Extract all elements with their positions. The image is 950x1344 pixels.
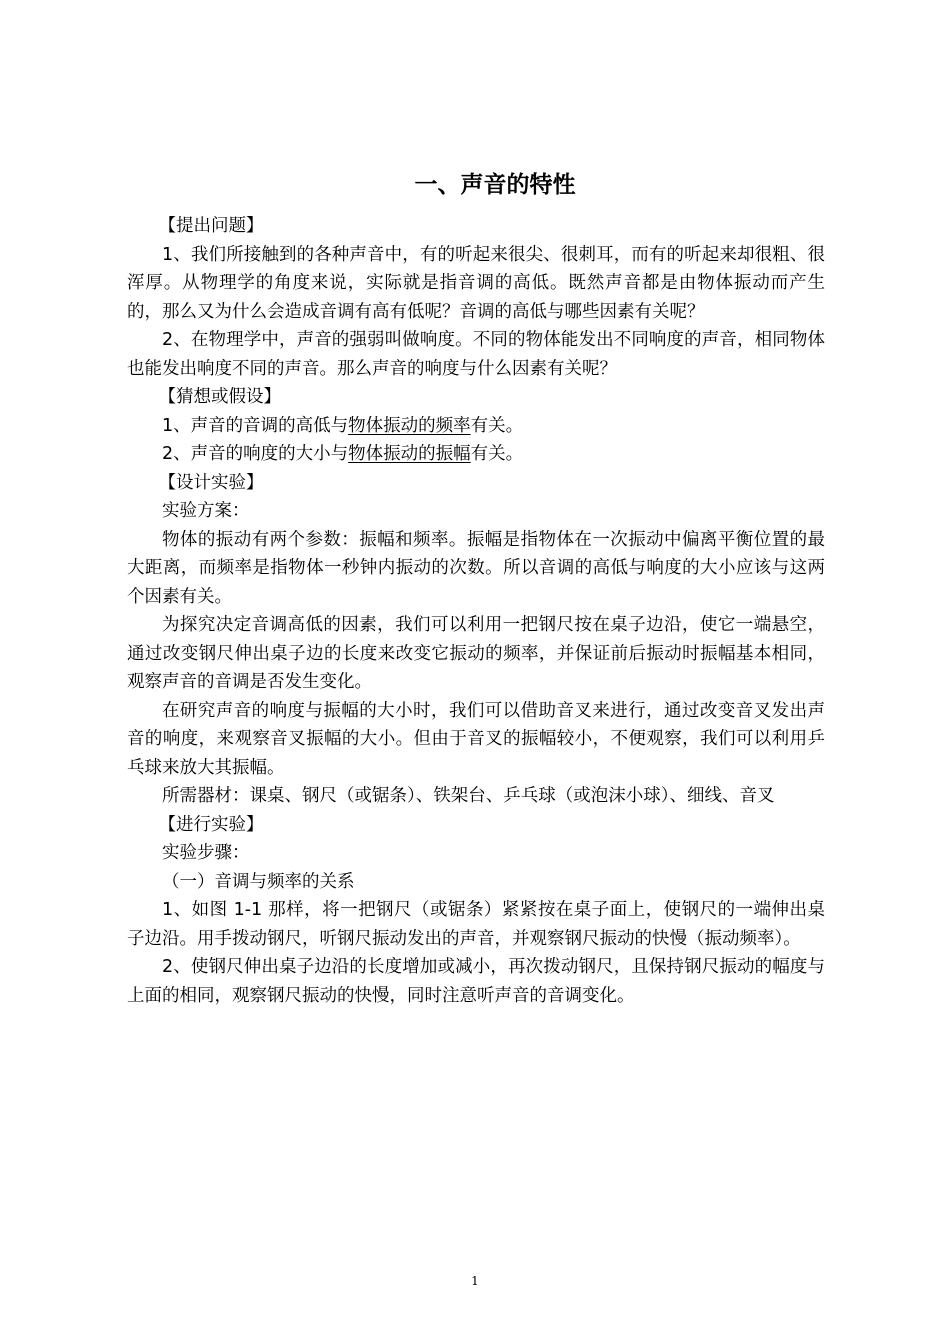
section-heading-conduct: 【进行实验】 — [158, 814, 264, 835]
question-paragraph-1: 1、我们所接触到的各种声音中，有的听起来很尖、很刺耳，而有的听起来却很粗、很浑厚。从物理学的角度来说，实际就是指音调的高低。既然声音都是由物体振动而产生的，那么又为什么会造成音调有高有低呢？音调的高低与哪些因素有关呢？ — [127, 244, 825, 322]
steps-label: 实验步骤： — [162, 843, 250, 863]
hypothesis-item-1 — [127, 412, 825, 441]
hypothesis-1-prefix: 1、声音的音调的高低与 — [162, 415, 349, 436]
design-paragraph-1: 物体的振动有两个参数：振幅和频率。振幅是指物体在一次振动中偏离平衡位置的最大距离，而频率是指物体一秒钟内振动的次数。所以音调的高低与响度的大小应该与这两个因素有关。 — [127, 529, 825, 607]
section-heading-design: 【设计实验】 — [158, 472, 264, 493]
subsection-pitch-frequency: （一）音调与频率的关系 — [162, 871, 355, 892]
hypothesis-2-prefix: 2、声音的响度的大小与 — [162, 444, 349, 464]
hypothesis-2-underlined: 物体振动的振幅 — [348, 444, 471, 464]
page-title: 一、声音的特性 — [414, 172, 576, 198]
step-paragraph-2: 2、使钢尺伸出桌子边沿的长度增加或减小，再次拨动钢尺，且保持钢尺振动的幅度与上面的相同，观察钢尺振动的快慢，同时注意听声音的音调变化。 — [127, 957, 825, 1006]
hypothesis-item-2 — [127, 440, 825, 469]
section-heading-hypothesis: 【猜想或假设】 — [158, 387, 281, 407]
plan-label: 实验方案： — [162, 501, 250, 521]
design-paragraph-3: 在研究声音的响度与振幅的大小时，我们可以借助音叉来进行，通过改变音叉发出声音的响度，来观察音叉振幅的大小。但由于音叉的振幅较小，不便观察，我们可以利用乒乓球来放大其振幅。 — [127, 700, 825, 778]
hypothesis-2-suffix: 有关。 — [470, 444, 524, 464]
hypothesis-1-suffix: 有关。 — [470, 415, 524, 436]
hypothesis-1-underlined: 物体振动的频率 — [348, 415, 471, 436]
document-body — [127, 212, 825, 1010]
page-number: 1 — [471, 1274, 479, 1288]
step-paragraph-1: 1、如图 1-1 那样，将一把钢尺（或锯条）紧紧按在桌子面上，使钢尺的一端伸出桌子边沿。用手拨动钢尺，听钢尺振动发出的声音，并观察钢尺振动的快慢（振动频率）。 — [127, 900, 825, 949]
design-paragraph-2: 为探究决定音调高低的因素，我们可以利用一把钢尺按在桌子边沿，使它一端悬空，通过改变钢尺伸出桌子边的长度来改变它振动的频率，并保证前后振动时振幅基本相同，观察声音的音调是否发生变化。 — [127, 615, 825, 692]
question-paragraph-2: 2、在物理学中，声音的强弱叫做响度。不同的物体能发出不同响度的声音，相同物体也能发出响度不同的声音。那么声音的响度与什么因素有关呢？ — [127, 330, 825, 379]
section-heading-raise-question: 【提出问题】 — [158, 216, 264, 236]
materials-paragraph: 所需器材：课桌、钢尺（或锯条）、铁架台、乒乓球（或泡沫小球）、细线、音叉 — [162, 786, 775, 806]
